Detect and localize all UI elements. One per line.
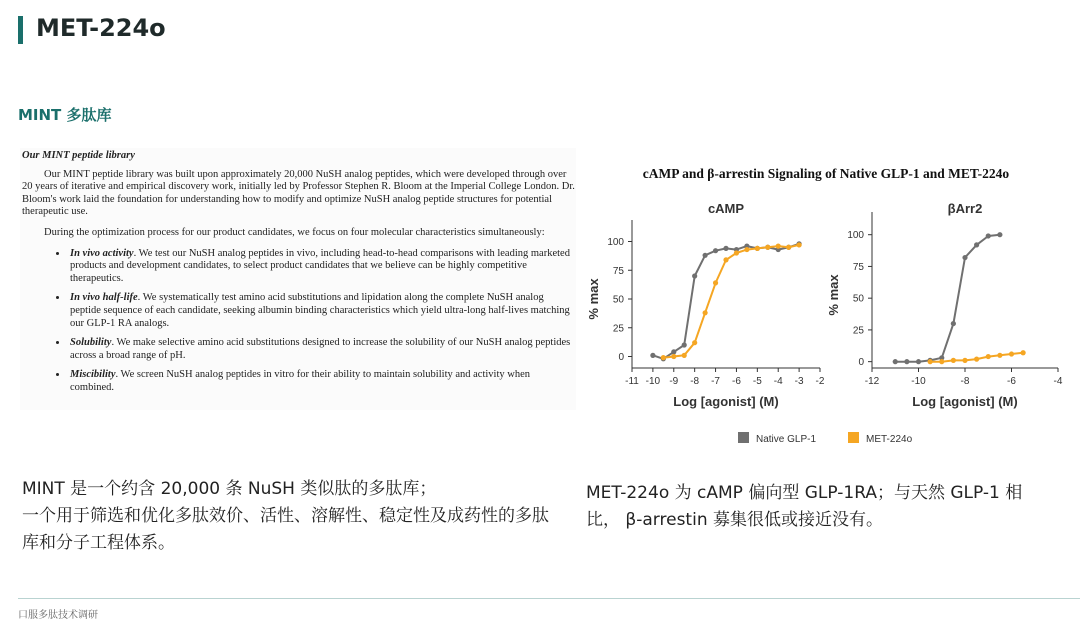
document-excerpt	[20, 148, 576, 410]
summary-left: MINT 是一个约含 20,000 条 NuSH 类似肽的多肽库； 一个用于筛选和优化多肽效价、活性、溶解性、稳定性及成药性的多肽库和分子工程体系。	[22, 479, 549, 553]
bullet-term: In vivo activity	[70, 247, 134, 259]
y-tick-label: 100	[847, 230, 864, 242]
legend-swatch	[738, 432, 749, 443]
bullet-text: . We test our NuSH analog peptides in vivo, including head-to-head comparisons with leading marketed products and development candidates, to select product candidates that we believe can be highly competitive therapeutics.	[70, 247, 570, 284]
document-paragraph-1: Our MINT peptide library was built upon approximately 20,000 NuSH analog peptides, which were developed through over 20 years of iterative and empirical discovery work, initially led by Professor Stephen R. Bloom at the Imperial College London. Dr. Bloom's work laid the foundation for understanding how to modify and optimize NuSH analog peptide structures for potential therapeutic use.	[22, 168, 575, 218]
y-tick-label: 100	[607, 237, 624, 248]
panel-title: βArr2	[947, 201, 983, 216]
data-point	[744, 247, 749, 252]
data-point	[671, 354, 676, 359]
data-point	[734, 250, 739, 255]
data-point	[797, 242, 802, 247]
x-tick-label: -7	[711, 376, 721, 387]
chart-title: cAMP and β-arrestin Signaling of Native GLP-1 and MET-224o	[642, 166, 1010, 181]
y-tick-label: 50	[612, 294, 624, 306]
data-point	[703, 310, 708, 315]
x-tick-label: -8	[690, 376, 700, 387]
x-tick-label: -5	[752, 376, 762, 387]
x-tick-label: -4	[1053, 376, 1063, 387]
data-point	[703, 253, 708, 258]
legend-label: MET-224o	[866, 434, 913, 445]
data-point	[650, 353, 655, 358]
y-tick-label: 75	[612, 265, 624, 277]
y-tick-label: 25	[852, 325, 864, 337]
summary-right: MET-224o 为 cAMP 偏向型 GLP-1RA；与天然 GLP-1 相比， β-arrestin 募集很低或接近没有。	[586, 483, 1023, 530]
page-title: MET-224o	[36, 14, 166, 42]
x-tick-label: -11	[625, 376, 639, 387]
y-tick-label: 0	[618, 352, 624, 363]
data-point	[904, 359, 909, 364]
data-point	[893, 359, 898, 364]
data-point	[974, 242, 979, 247]
x-tick-label: -4	[773, 376, 783, 387]
bullet-term: In vivo half-life	[70, 292, 138, 304]
bullet-text: . We screen NuSH analog peptides in vitro for their ability to maintain solubility and activity when combined.	[70, 369, 530, 393]
list-item	[68, 248, 576, 286]
document-paragraph-2: During the optimization process for our product candidates, we focus on four molecular characteristics simultaneously:	[44, 226, 545, 238]
series-line	[895, 235, 1000, 362]
list-item	[68, 337, 576, 362]
series-line	[663, 245, 799, 358]
data-point	[723, 257, 728, 262]
data-point	[682, 342, 687, 347]
data-point	[1021, 350, 1026, 355]
data-point	[786, 245, 791, 250]
data-point	[1009, 351, 1014, 356]
footer-divider	[18, 598, 1080, 599]
legend-label: Native GLP-1	[756, 434, 817, 445]
document-bullet-list	[20, 248, 576, 395]
x-tick-label: -6	[1007, 376, 1016, 387]
data-point	[951, 358, 956, 363]
footer-text: 口服多肽技术调研	[18, 610, 98, 621]
list-item	[68, 292, 576, 330]
bullet-text: . We systematically test amino acid substitutions and lipidation along the complete NuSH analog peptide sequence of each candidate, seeking albumin binding characteristics which yield ultra-long half-lives matching our GLP-1 RA analogs.	[70, 292, 570, 329]
data-point	[765, 245, 770, 250]
x-tick-label: -2	[815, 376, 825, 387]
x-axis-label: Log [agonist] (M)	[912, 394, 1018, 409]
data-point	[928, 359, 933, 364]
data-point	[997, 232, 1002, 237]
data-point	[986, 233, 991, 238]
data-point	[962, 358, 967, 363]
x-axis-label: Log [agonist] (M)	[673, 394, 779, 409]
y-axis-label: % max	[586, 278, 601, 320]
x-tick-label: -3	[794, 376, 804, 387]
x-tick-label: -9	[669, 376, 679, 387]
document-heading: Our MINT peptide library	[22, 150, 135, 161]
data-point	[951, 321, 956, 326]
x-tick-label: -12	[864, 376, 880, 387]
x-tick-label: -6	[731, 376, 741, 387]
title-accent-bar	[18, 16, 23, 44]
data-point	[776, 244, 781, 249]
bullet-term: Solubility	[70, 337, 112, 349]
data-point	[713, 280, 718, 285]
section-subtitle: MINT 多肽库	[18, 106, 112, 124]
data-point	[755, 246, 760, 251]
data-point	[692, 273, 697, 278]
data-point	[682, 353, 687, 358]
data-point	[962, 255, 967, 260]
data-point	[713, 248, 718, 253]
panel-title: cAMP	[707, 201, 745, 216]
data-point	[661, 355, 666, 360]
data-point	[692, 340, 697, 345]
data-point	[974, 357, 979, 362]
bullet-text: . We make selective amino acid substitutions designed to increase the solubility of our NuSH analog peptides across a broad range of pH.	[70, 337, 571, 361]
y-tick-label: 50	[852, 293, 864, 305]
legend-swatch	[848, 432, 859, 443]
data-point	[997, 353, 1002, 358]
list-item	[68, 369, 576, 394]
data-point	[939, 359, 944, 364]
data-point	[916, 359, 921, 364]
signaling-charts	[580, 190, 1063, 460]
x-tick-label: -8	[960, 376, 970, 387]
y-tick-label: 0	[858, 357, 864, 369]
data-point	[723, 246, 728, 251]
data-point	[671, 349, 676, 354]
y-axis-label: % max	[826, 274, 841, 316]
y-tick-label: 25	[612, 323, 624, 335]
bullet-term: Miscibility	[70, 369, 116, 381]
x-tick-label: -10	[911, 376, 926, 387]
x-tick-label: -10	[645, 376, 661, 387]
data-point	[986, 354, 991, 359]
y-tick-label: 75	[852, 261, 864, 273]
